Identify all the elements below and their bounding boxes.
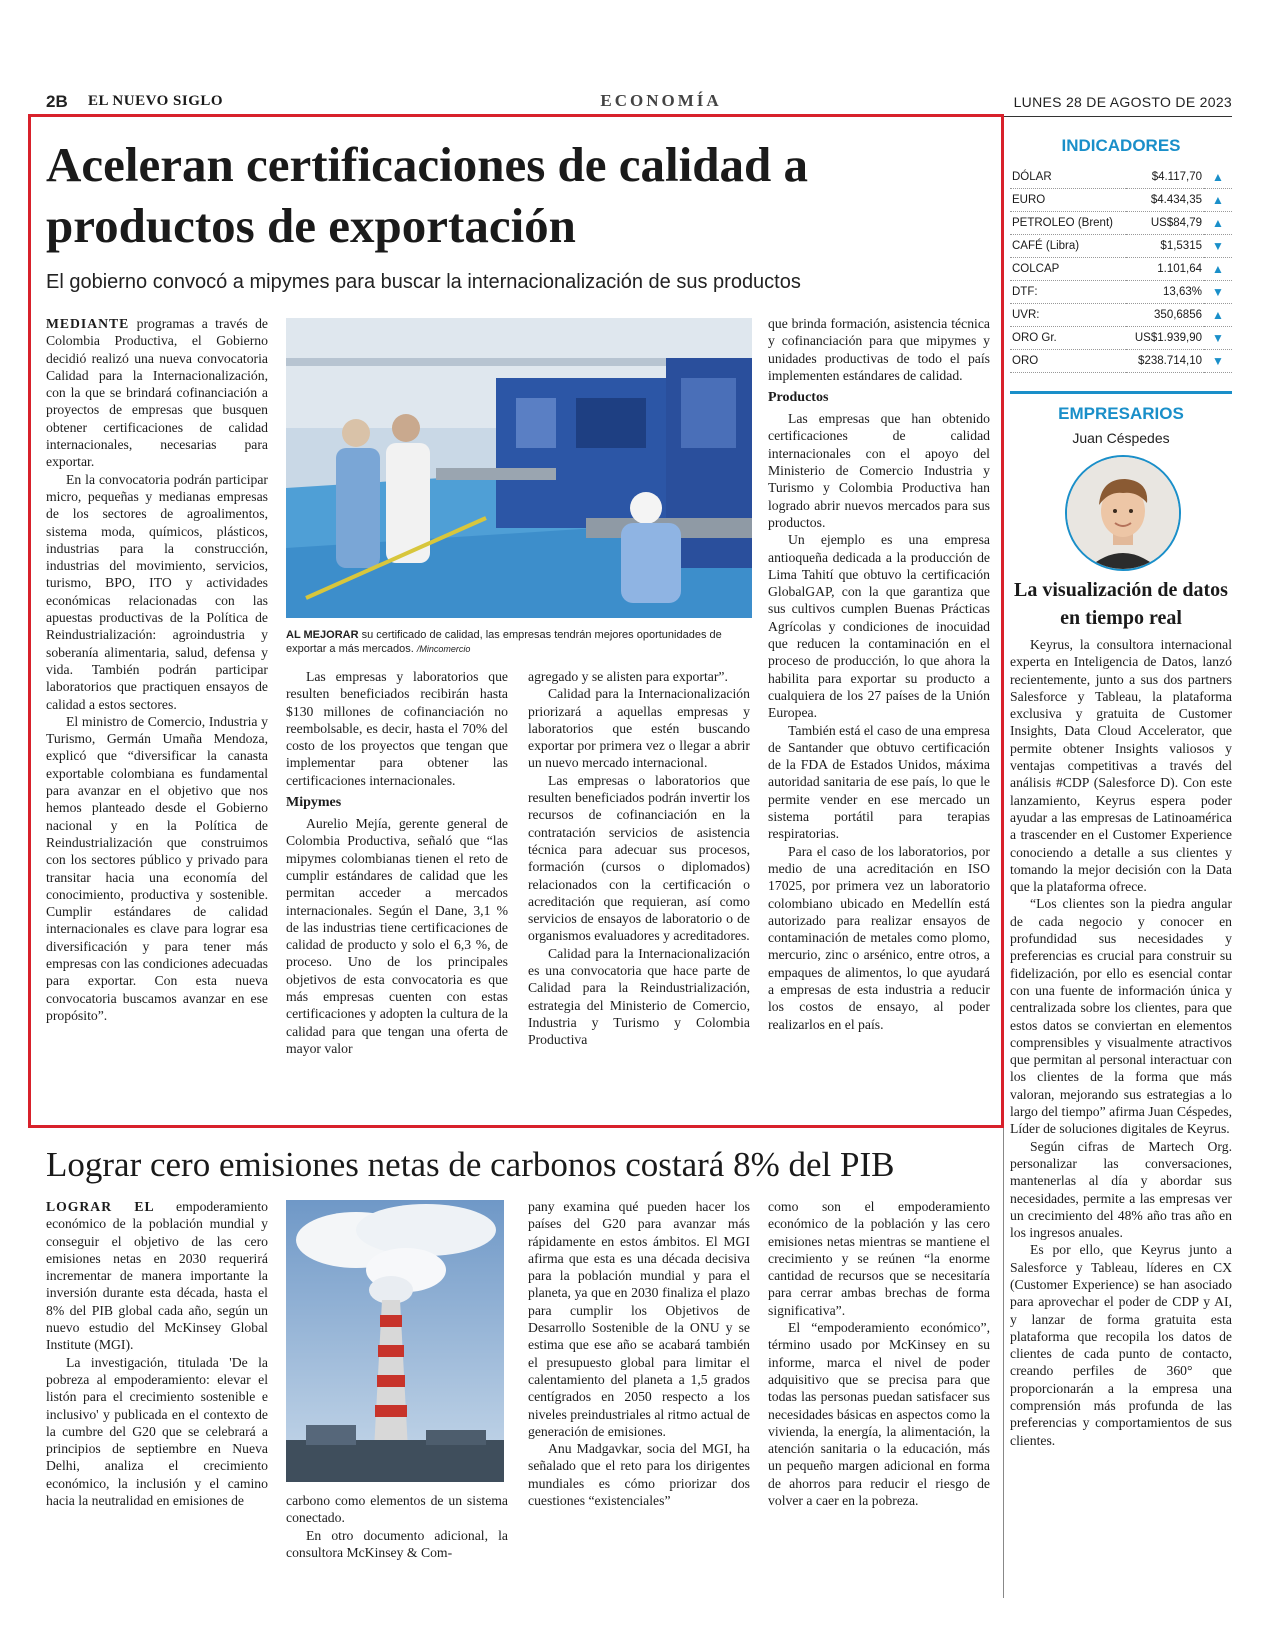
paragraph: carbono como elementos de un sistema conectado.	[286, 1493, 508, 1526]
arrow-up-icon: ▲	[1204, 189, 1232, 212]
indicator-name: PETROLEO (Brent)	[1010, 212, 1126, 235]
indicator-row	[1010, 304, 1232, 327]
indicator-value: US$84,79	[1126, 212, 1204, 235]
author-portrait	[1065, 455, 1181, 571]
page-header	[46, 90, 1232, 117]
indicator-value: $238.714,10	[1126, 350, 1204, 373]
arrow-up-icon: ▲	[1204, 258, 1232, 281]
indicator-row	[1010, 327, 1232, 350]
lead-word: MEDIANTE	[46, 316, 130, 331]
paragraph: Las empresas que han obtenido certificaciones de calidad internacionales con el apoyo del Ministerio de Comercio Industria y Turismo y Colombia Productiva han logrado abrir nuevos mercados para sus productos.	[768, 411, 990, 530]
indicator-row	[1010, 166, 1232, 189]
paragraph: como son el empoderamiento económico de la población y las cero emisiones netas mientras se mantiene el crecimiento y se reúnen “la enorme cantidad de recursos que se necesitaría para cerrar ambas brechas de forma significativa”.	[768, 1199, 990, 1318]
column-title: La visualización de datos en tiempo real	[1014, 579, 1228, 629]
paragraph	[46, 315, 268, 471]
paragraph: Keyrus, la consultora internacional experta en Inteligencia de Datos, lanzó recientemente, junto a sus dos partners Salesforce y Tableau, la plataforma exclusiva y gratuita de Customer Insights, Data Cloud Accelerator, que permite obtener Insights valiosos y ventajas competitivas a través del análisis #CDP (Salesforce D). Con este lanzamiento, Keyrus espera poder ayudar a las empresas de Latinoamérica a trascender en el Customer Experience conociendo a detalle a sus clientes y tomando la mejor decisión con la Data que la plataforma ofrece.	[1010, 637, 1232, 895]
article-subtitle: El gobierno convocó a mipymes para buscar la internacionalización de sus productos	[46, 271, 801, 293]
paragraph-text: programas a través de Colombia Productiva, el Gobierno decidió realizó una nueva convocatoria Calidad para la Internacionalización, con la que se brindará cofinanciación a proyectos de empresas que busquen obtener certificaciones de calidad internacionales, necesarias para exportar.	[46, 316, 268, 470]
indicator-name: ORO Gr.	[1010, 327, 1126, 350]
paragraph: Aurelio Mejía, gerente general de Colombia Productiva, señaló que “las mipymes colombianas tienen el reto de cumplir estándares de calidad que les permitan acceder a mercados internacionales. Según el Dane, 3,1 % de las industrias tiene certificaciones de calidad de producto y solo el 6,3 %, de proceso. Uno de los principales objetivos de esta convocatoria es que más empresas cuenten con estas certificaciones y adopten la cultura de la calidad para que tengan una oferta de mayor valor	[286, 816, 508, 1056]
paragraph: Calidad para la Internacionalización priorizará a aquellas empresas y laboratorios que estén buscando exportar por primera vez o llegar a abrir un nuevo mercado internacional.	[528, 686, 750, 771]
indicator-name: ORO	[1010, 350, 1126, 373]
indicator-value: US$1.939,90	[1126, 327, 1204, 350]
indicator-name: COLCAP	[1010, 258, 1126, 281]
subhead-mipymes: Mipymes	[286, 795, 342, 811]
paragraph: Es por ello, que Keyrus junto a Salesforce y Tableau, líderes en CX (Customer Experience) se han asociado para aprovechar el poder de CDP y AI, y lanzar de forma gratuita esta plataforma que recopila los datos de clientes de cada punto de contacto, creando perfiles de 360° que proporcionarán a la empresa una comprensión más profunda de las preferencias y comportamientos de sus clientes.	[1010, 1242, 1232, 1448]
empresarios-title: EMPRESARIOS	[1058, 404, 1184, 423]
arrow-up-icon: ▲	[1204, 212, 1232, 235]
lead-word: LOGRAR EL	[46, 1199, 155, 1214]
caption-text: su certificado de calidad, las empresas tendrán mejores oportunidades de exportar a más mercados.	[286, 629, 722, 655]
arrow-up-icon: ▲	[1204, 304, 1232, 327]
paragraph: El ministro de Comercio, Industria y Turismo, Germán Umaña Mendoza, explicó que “diversificar la canasta exportable colombiana es fundamental para avanzar en el objetivo que nos hemos planteado desde el Gobierno nacional y en la Política de Reindustrialización que construimos con los sectores público y privado para transitar hacia una economía del conocimiento, productiva y sostenible. Cumplir estándares de calidad internacionales es clave para lograr esa diversificación y para tener más empresas con las condiciones adecuadas para exportar. Con esta nueva convocatoria buscamos avanzar en ese propósito”.	[46, 713, 268, 1023]
column-author: Juan Céspedes	[1072, 430, 1170, 446]
indicator-row	[1010, 189, 1232, 212]
photo-caption	[286, 628, 752, 656]
arrow-up-icon: ▲	[1204, 166, 1232, 189]
column-body	[1010, 636, 1232, 1449]
paragraph: agregado y se alisten para exportar”.	[528, 669, 728, 684]
paragraph: Anu Madgavkar, socia del MGI, ha señalado que el reto para los dirigentes mundiales es cómo priorizar dos cuestiones “existenciales”	[528, 1441, 750, 1509]
paragraph: En la convocatoria podrán participar micro, pequeñas y medianas empresas de los sectores de agroalimentos, sistema moda, químicos, plásticos, industrias para la construcción, industrias del movimiento, servicios, turismo, BPO, ITO y actividades económicas relacionadas con las apuestas productivas de la Política de Reindustrialización: agroindustria y soberanía alimentaria, salud, defensa y vida. También podrán participar laboratorios que practiquen ensayos de calidad a estos sectores.	[46, 471, 268, 712]
smokestack-illustration	[286, 1200, 504, 1482]
column-divider	[1003, 1128, 1004, 1598]
issue-date: LUNES 28 DE AGOSTO DE 2023	[1013, 94, 1232, 110]
indicator-name: DTF:	[1010, 281, 1126, 304]
paragraph: El “empoderamiento económico”, término usado por McKinsey en su informe, marca el nivel de poder adquisitivo que se precisa para que todas las personas puedan satisfacer sus necesidades básicas en aspectos como la vivienda, la energía, la alimentación, la atención sanitaria o la educación, más un pequeño margen adicional en forma de ahorros para reducir el riesgo de volver a caer en la pobreza.	[768, 1320, 990, 1509]
indicator-name: CAFÉ (Libra)	[1010, 235, 1126, 258]
article2-title: Lograr cero emisiones netas de carbonos costará 8% del PIB	[46, 1145, 895, 1184]
indicator-row	[1010, 258, 1232, 281]
article-column-3	[528, 668, 750, 1049]
paragraph-text: empoderamiento económico de la población mundial y conseguir el objetivo de las cero emisiones netas en 2030 requerirá incrementar de manera importante la inversión durante esta década, hasta el 8% del PIB global cada año, según un nuevo estudio del McKinsey Global Institute (MGI).	[46, 1199, 268, 1353]
photo-credit: /Mincomercio	[416, 644, 471, 654]
indicator-row	[1010, 281, 1232, 304]
arrow-down-icon: ▼	[1204, 281, 1232, 304]
indicator-name: EURO	[1010, 189, 1126, 212]
indicator-value: 1.101,64	[1126, 258, 1204, 281]
paragraph: Las empresas o laboratorios que resulten beneficiados podrán invertir los recursos de cofinanciación en la contratación servicios de asistencia técnica para adecuar sus procesos, formación (cursos o diplomados) relacionados con la certificación o acreditación que requieran, así como servicios de ensayos de laboratorio o de organismos evaluadores y acreditadores.	[528, 772, 750, 944]
indicator-value: $4.434,35	[1126, 189, 1204, 212]
indicator-value: $1,5315	[1126, 235, 1204, 258]
arrow-down-icon: ▼	[1204, 327, 1232, 350]
page-number: 2B	[46, 92, 68, 111]
indicator-row	[1010, 235, 1232, 258]
arrow-down-icon: ▼	[1204, 235, 1232, 258]
indicator-row	[1010, 212, 1232, 235]
paragraph: Calidad para la Internacionalización es una convocatoria que hace parte de Calidad para la Reindustrialización, estrategia del Ministerio de Comercio, Industria y Turismo y Colombia Productiva	[528, 945, 750, 1048]
laboratory-illustration	[286, 318, 752, 618]
indicator-name: DÓLAR	[1010, 166, 1126, 189]
paragraph: que brinda formación, asistencia técnica y cofinanciación para que mipymes y unidades productivas de todo el país implementen estándares de calidad.	[768, 316, 990, 383]
paragraph: La investigación, titulada 'De la pobreza al empoderamiento: elevar el listón para el crecimiento sostenible e inclusivo' y publicada en el contexto de la cumbre del G20 que se celebrará a principios de septiembre en Nueva Delhi, analiza el crecimiento económico, la inclusión y el camino hacia la neutralidad en emisiones de	[46, 1354, 268, 1509]
paragraph: Las empresas y laboratorios que resulten beneficiados recibirán hasta $130 millones de cofinanciación no reembolsable, es decir, hasta el 70% del costo de los proyectos que tengan que implementar para obtener las certificaciones internacionales.	[286, 669, 508, 788]
indicators-title: INDICADORES	[1061, 136, 1181, 155]
factory-photo	[286, 318, 752, 618]
article2-column-1	[46, 1198, 268, 1509]
indicator-value: 13,63%	[1126, 281, 1204, 304]
person-portrait-icon	[1067, 457, 1179, 569]
paragraph: pany examina qué pueden hacer los países del G20 para avanzar más rápidamente en estos ámbitos. El MGI afirma que esta es una década decisiva para la población mundial y para el planeta, ya que en 2030 finaliza el plazo para cumplir los Objetivos de Desarrollo Sostenible de la ONU y se estima que ese año se acabará también el presupuesto global para limitar el calentamiento del planeta a 1,5 grados centígrados en 2050 respecto a los niveles preindustriales al ritmo actual de generación de emisiones.	[528, 1199, 750, 1439]
article-column-1	[46, 315, 268, 1024]
caption-lead: AL MEJORAR	[286, 629, 359, 641]
section-name: ECONOMÍA	[600, 91, 722, 110]
article-column-4	[768, 315, 990, 1033]
indicator-row	[1010, 350, 1232, 373]
paragraph: En otro documento adicional, la consultora McKinsey & Com-	[286, 1527, 508, 1560]
paragraph: También está el caso de una empresa de Santander que obtuvo certificación de la FDA de Estados Unidos, máxima autoridad sanitaria de ese país, lo que le permite vender en ese mercado un sistema portátil para terapias respiratorias.	[768, 722, 990, 842]
subhead-productos: Productos	[768, 390, 829, 406]
paragraph	[46, 1198, 268, 1354]
paragraph: Para el caso de los laboratorios, por medio de una acreditación en ISO 17025, por primera vez un laboratorio colombiano ubicado en Medellín está autorizado para realizar ensayos de contaminación de metales como plomo, mercurio, zinc o arsénico, entre otros, a empaques de alimentos, lo que ayudará a empresas de esta industria a reducir los costos de ensayo, al poder realizarlos en el país.	[768, 843, 990, 1032]
indicators-table	[1010, 166, 1232, 373]
arrow-down-icon: ▼	[1204, 350, 1232, 373]
masthead: EL NUEVO SIGLO	[88, 93, 224, 109]
smokestack-photo	[286, 1200, 504, 1482]
indicator-value: 350,6856	[1126, 304, 1204, 327]
indicators-divider	[1010, 391, 1232, 394]
indicator-value: $4.117,70	[1126, 166, 1204, 189]
article2-column-2	[286, 1492, 508, 1561]
paragraph: Un ejemplo es una empresa antioqueña dedicada a la producción de Lima Tahití que obtuvo la certificación GlobalGAP, con la que garantiza que sus cultivos cumplen Buenas Prácticas Agrícolas y condiciones de inocuidad que reducen la contaminación en el proceso de producción, lo que ahora la habilita para exportar su producto a cualquiera de los 27 países de la Unión Europea.	[768, 532, 990, 721]
indicator-name: UVR:	[1010, 304, 1126, 327]
article-title: Aceleran certificaciones de calidad a productos de exportación	[46, 137, 809, 253]
paragraph: “Los clientes son la piedra angular de cada negocio y conocer en profundidad sus necesidades y preferencias es crucial para construir su fidelización, por ello es esencial contar con una fuente de información única y centralizada sobre los clientes, para que estos datos se conviertan en elementos comprensibles y visualmente atractivos que permitan al personal interactuar con los clientes de la forma que más valoran, mejorando sus estrategias a lo largo del tiempo” afirma Juan Céspedes, Líder de soluciones digitales de Keyrus.	[1010, 896, 1232, 1137]
article-column-2	[286, 668, 508, 1057]
article2-column-3	[528, 1198, 750, 1509]
paragraph: Según cifras de Martech Org. personalizar las conversaciones, mantenerlas al día y abordar sus necesidades, permite a las empresas ver un crecimiento del 48% año tras año en los ingresos anuales.	[1010, 1138, 1232, 1241]
article2-column-4	[768, 1198, 990, 1509]
